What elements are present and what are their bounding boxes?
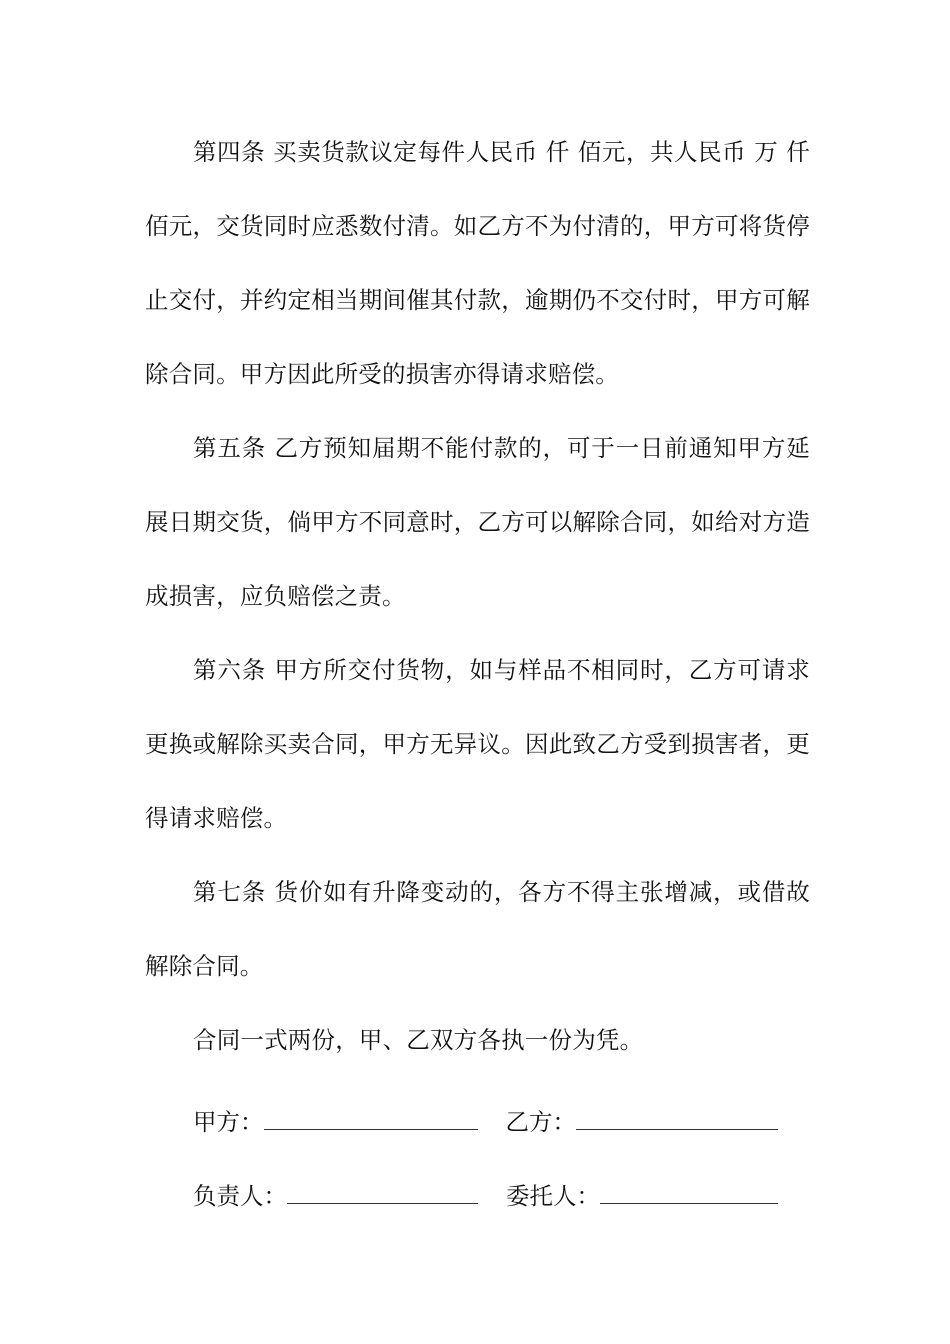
clause-article-5: 第五条 乙方预知届期不能付款的，可于一日前通知甲方延展日期交货，倘甲方不同意时，乙方可以解除合同，如给对方造成损害，应负赔偿之责。 (145, 434, 810, 610)
responsible-person-blank (287, 1185, 478, 1204)
party-b-blank (576, 1111, 778, 1130)
agent-label: 委托人： (506, 1182, 600, 1210)
clause-article-6: 第六条 甲方所交付货物，如与样品不相同时，乙方可请求更换或解除买卖合同，甲方无异议。因此致乙方受到损害者，更得请求赔偿。 (145, 656, 810, 832)
signature-row-representatives (193, 1159, 813, 1233)
clause-copies: 合同一式两份，甲、乙双方各执一份为凭。 (193, 1026, 644, 1054)
party-a-blank (264, 1111, 478, 1130)
party-a-label: 甲方： (193, 1108, 264, 1136)
signature-row-parties (193, 1085, 813, 1159)
clause-article-4: 第四条 买卖货款议定每件人民币 仟 佰元，共人民币 万 仟 佰元，交货同时应悉数付清。如乙方不为付清的，甲方可将货停止交付，并约定相当期间催其付款，逾期仍不交付时，甲方可解除合同。甲方因此所受的损害亦得请求赔偿。 (145, 138, 818, 388)
clause-article-7: 第七条 货价如有升降变动的，各方不得主张增减，或借故解除合同。 (145, 878, 810, 980)
responsible-person-label: 负责人： (193, 1182, 287, 1210)
party-b-label: 乙方： (505, 1108, 576, 1136)
agent-blank (600, 1185, 778, 1204)
